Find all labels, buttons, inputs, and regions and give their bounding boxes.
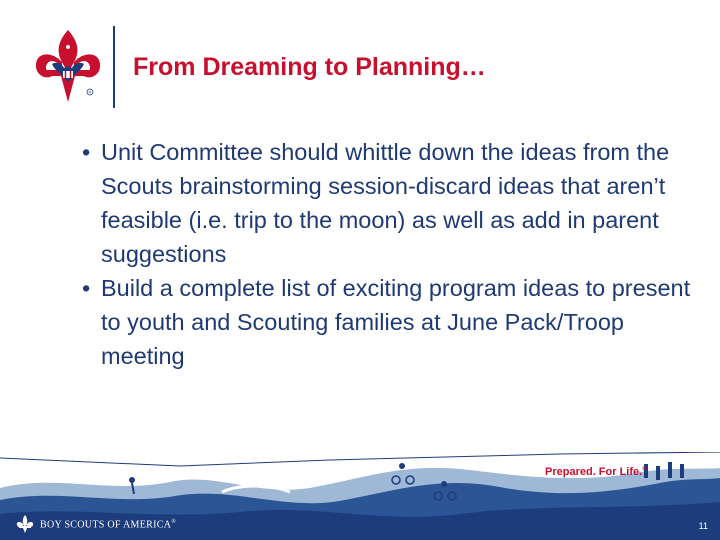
footer-org-name: BOY SCOUTS OF AMERICA®: [40, 519, 177, 531]
bullet-item: [76, 271, 701, 373]
footer-tagline: Prepared. For Life.®: [545, 466, 647, 478]
slide-number: 11: [698, 521, 708, 531]
bullet-list: [76, 135, 701, 373]
bullet-marker: •: [82, 275, 91, 301]
bullet-item: [76, 135, 701, 271]
bsa-fleur-de-lis-eagle-icon: [28, 26, 108, 106]
svg-text:R: R: [88, 89, 92, 95]
header-divider: [113, 26, 115, 108]
bullet-text: Build a complete list of exciting program ideas to present to youth and Scouting families at June Pack/Troop meeting: [101, 275, 691, 369]
slide-title: From Dreaming to Planning…: [133, 53, 486, 81]
bullet-marker: •: [82, 139, 91, 165]
bullet-text: Unit Committee should whittle down the ideas from the Scouts brainstorming session-discard ideas that aren’t feasible (i.e. trip to the moon) as well as add in parent suggestions: [101, 139, 670, 267]
bsa-fleur-de-lis-icon: [14, 514, 36, 534]
